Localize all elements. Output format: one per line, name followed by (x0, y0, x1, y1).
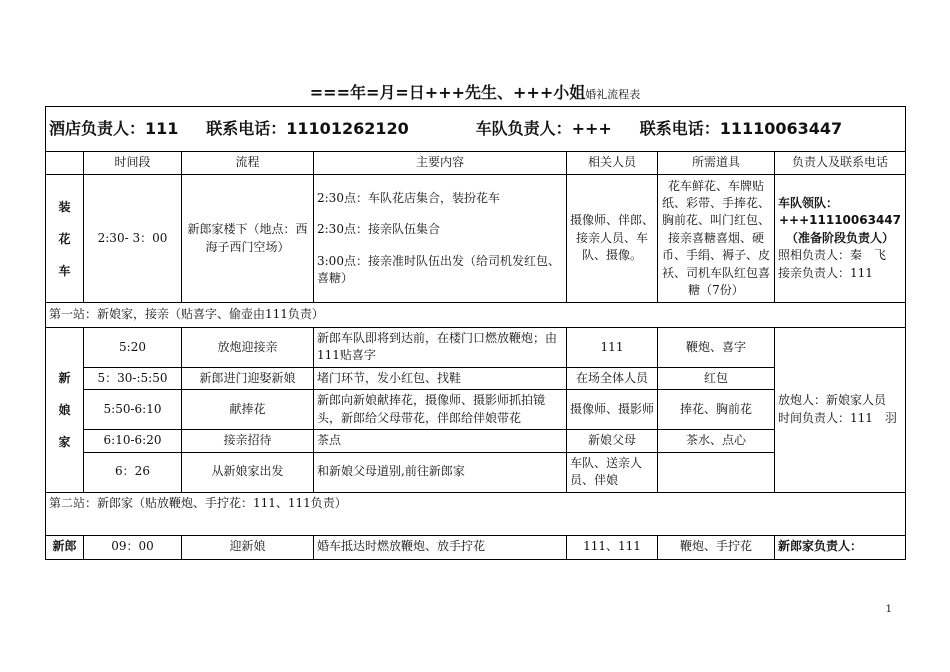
props-cell: 花车鲜花、车牌贴纸、彩带、手捧花、胸前花、叫门红包、接亲喜糖喜烟、硬币、手绢、褥子、皮袄、司机车队红包喜糖（7份） (658, 175, 775, 303)
people-cell: 摄像师、伴郎、接亲人员、车队、摄像。 (567, 175, 658, 303)
wedding-schedule-table (45, 106, 906, 560)
content-cell: 新郎向新娘献捧花，摄像师、摄影师抓拍镜头，新郎给父母带花，伴郎给伴娘带花 (314, 390, 567, 430)
process-cell: 放炮迎接亲 (182, 328, 314, 368)
props-cell (658, 452, 775, 492)
section-first-station: 第一站：新娘家，接亲（贴喜字、偷壶由111负责） (46, 303, 906, 328)
table-row (46, 535, 906, 559)
people-cell: 摄像师、摄影师 (567, 390, 658, 430)
time-cell: 5:20 (84, 328, 182, 368)
header-blank (46, 152, 84, 175)
props-cell: 红包 (658, 367, 775, 389)
content-cell: 新郎车队即将到达前，在楼门口燃放鞭炮；由111贴喜字 (314, 328, 567, 368)
content-cell: 2:30点：车队花店集合，装扮花车 2:30点：接亲队伍集合 3:00点：接亲准时队伍出发（给司机发红包、喜糖） (314, 175, 567, 303)
header-contact: 负责人及联系电话 (775, 152, 906, 175)
fleet-manager: 车队负责人：+++ (475, 119, 612, 139)
header-process: 流程 (182, 152, 314, 175)
header-props: 所需道具 (658, 152, 775, 175)
stage-label-bride-home: 新 娘 家 (46, 328, 84, 493)
process-cell: 新郎家楼下（地点：西海子西门空场） (182, 175, 314, 303)
document-title (0, 80, 950, 103)
time-cell: 2:30- 3：00 (84, 175, 182, 303)
stage-label-groom: 新郎 (46, 535, 84, 559)
table-row (46, 328, 906, 368)
process-cell: 从新娘家出发 (182, 452, 314, 492)
time-cell: 09：00 (84, 535, 182, 559)
people-cell: 新娘父母 (567, 430, 658, 452)
manager-info-row (46, 107, 906, 152)
process-cell: 新郎进门迎娶新娘 (182, 367, 314, 389)
header-people: 相关人员 (567, 152, 658, 175)
people-cell: 111 (567, 328, 658, 368)
content-cell: 茶点 (314, 430, 567, 452)
table-row (46, 175, 906, 303)
manager-info-cell (46, 107, 906, 152)
props-cell: 鞭炮、喜字 (658, 328, 775, 368)
time-cell: 5：30-:5:50 (84, 367, 182, 389)
props-cell: 茶水、点心 (658, 430, 775, 452)
content-cell: 婚车抵达时燃放鞭炮、放手拧花 (314, 535, 567, 559)
time-cell: 5:50-6:10 (84, 390, 182, 430)
content-cell: 堵门环节，发小红包、找鞋 (314, 367, 567, 389)
people-cell: 在场全体人员 (567, 367, 658, 389)
process-cell: 接亲招待 (182, 430, 314, 452)
time-cell: 6:10-6:20 (84, 430, 182, 452)
contact-cell: 车队领队： +++11110063447 （准备阶段负责人） 照相负责人：秦 飞 接亲负责人：111 (775, 175, 906, 303)
props-cell: 鞭炮、手拧花 (658, 535, 775, 559)
hotel-manager: 酒店负责人：111 (49, 119, 179, 139)
section-row (46, 492, 906, 535)
props-cell: 捧花、胸前花 (658, 390, 775, 430)
time-cell: 6：26 (84, 452, 182, 492)
header-time: 时间段 (84, 152, 182, 175)
people-cell: 车队、送亲人员、伴娘 (567, 452, 658, 492)
process-cell: 献捧花 (182, 390, 314, 430)
fleet-phone: 联系电话：11110063447 (639, 119, 843, 139)
content-cell: 和新娘父母道别,前往新郎家 (314, 452, 567, 492)
hotel-phone: 联系电话：11101262120 (206, 119, 409, 139)
header-content: 主要内容 (314, 152, 567, 175)
title-suffix: 婚礼流程表 (585, 88, 641, 101)
page-number: 1 (885, 604, 892, 615)
section-second-station: 第二站：新郎家（贴放鞭炮、手拧花：111、111负责） (46, 492, 906, 535)
contact-cell: 放炮人：新娘家人员 时间负责人：111 羽 (775, 328, 906, 493)
section-row (46, 303, 906, 328)
column-header-row (46, 152, 906, 175)
contact-cell: 新郎家负责人： (775, 535, 906, 559)
title-main: ===年=月=日+++先生、+++小姐 (309, 83, 586, 102)
process-cell: 迎新娘 (182, 535, 314, 559)
stage-label-decorate-car: 装 花 车 (46, 175, 84, 303)
people-cell: 111、111 (567, 535, 658, 559)
